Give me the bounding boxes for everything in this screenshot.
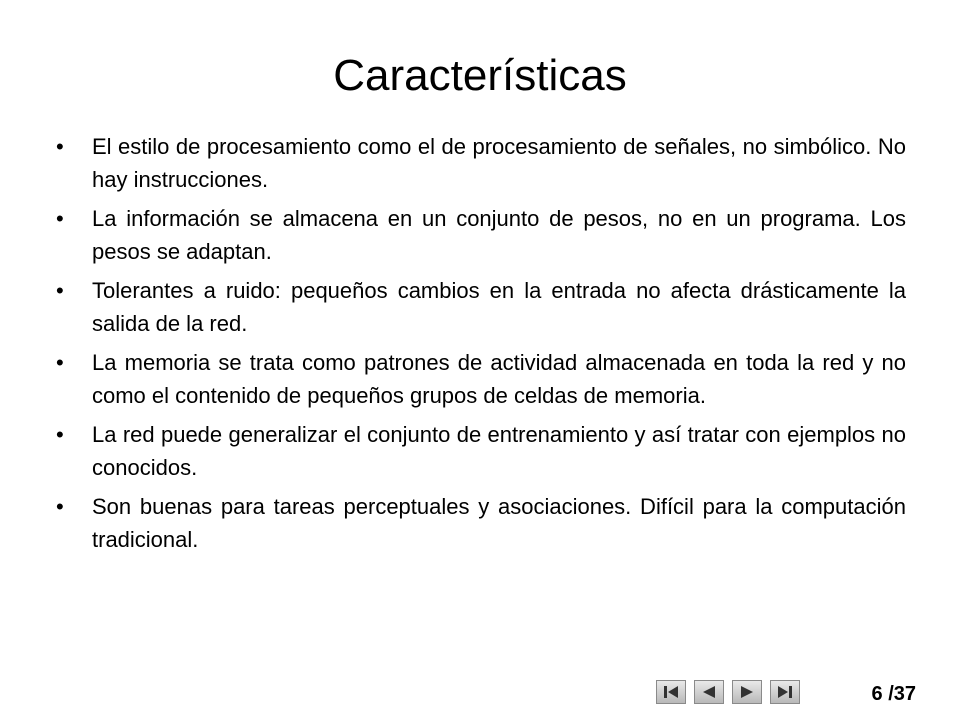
next-slide-button[interactable] bbox=[732, 680, 762, 704]
page-total: /37 bbox=[888, 683, 916, 705]
bullet-marker: • bbox=[56, 278, 64, 303]
slide-navigation bbox=[656, 680, 800, 704]
first-slide-icon bbox=[661, 684, 681, 700]
first-slide-button[interactable] bbox=[656, 680, 686, 704]
bullet-marker: • bbox=[56, 134, 64, 159]
previous-slide-button[interactable] bbox=[694, 680, 724, 704]
page-current: 6 bbox=[871, 683, 883, 705]
bullet-text: La memoria se trata como patrones de actividad almacenada en toda la red y no como el contenido de pequeños grupos de celdas de memoria. bbox=[92, 350, 906, 408]
bullet-text: La red puede generalizar el conjunto de entrenamiento y así tratar con ejemplos no conocidos. bbox=[92, 422, 906, 480]
bullet-item bbox=[56, 346, 906, 412]
next-slide-icon bbox=[737, 684, 757, 700]
page-number bbox=[872, 682, 917, 706]
bullet-text: Tolerantes a ruido: pequeños cambios en la entrada no afecta drásticamente la salida de la red. bbox=[92, 278, 906, 336]
bullet-list bbox=[56, 130, 906, 562]
previous-slide-icon bbox=[699, 684, 719, 700]
last-slide-icon bbox=[775, 684, 795, 700]
bullet-text: La información se almacena en un conjunto de pesos, no en un programa. Los pesos se adaptan. bbox=[92, 206, 906, 264]
bullet-item bbox=[56, 274, 906, 340]
bullet-item bbox=[56, 130, 906, 196]
bullet-item bbox=[56, 418, 906, 484]
bullet-marker: • bbox=[56, 494, 64, 519]
slide-title: Características bbox=[333, 51, 627, 100]
bullet-item bbox=[56, 490, 906, 556]
bullet-marker: • bbox=[56, 422, 64, 447]
bullet-marker: • bbox=[56, 206, 64, 231]
bullet-marker: • bbox=[56, 350, 64, 375]
bullet-item bbox=[56, 202, 906, 268]
last-slide-button[interactable] bbox=[770, 680, 800, 704]
bullet-text: Son buenas para tareas perceptuales y asociaciones. Difícil para la computación tradicional. bbox=[92, 494, 906, 552]
bullet-text: El estilo de procesamiento como el de procesamiento de señales, no simbólico. No hay instrucciones. bbox=[92, 134, 906, 192]
